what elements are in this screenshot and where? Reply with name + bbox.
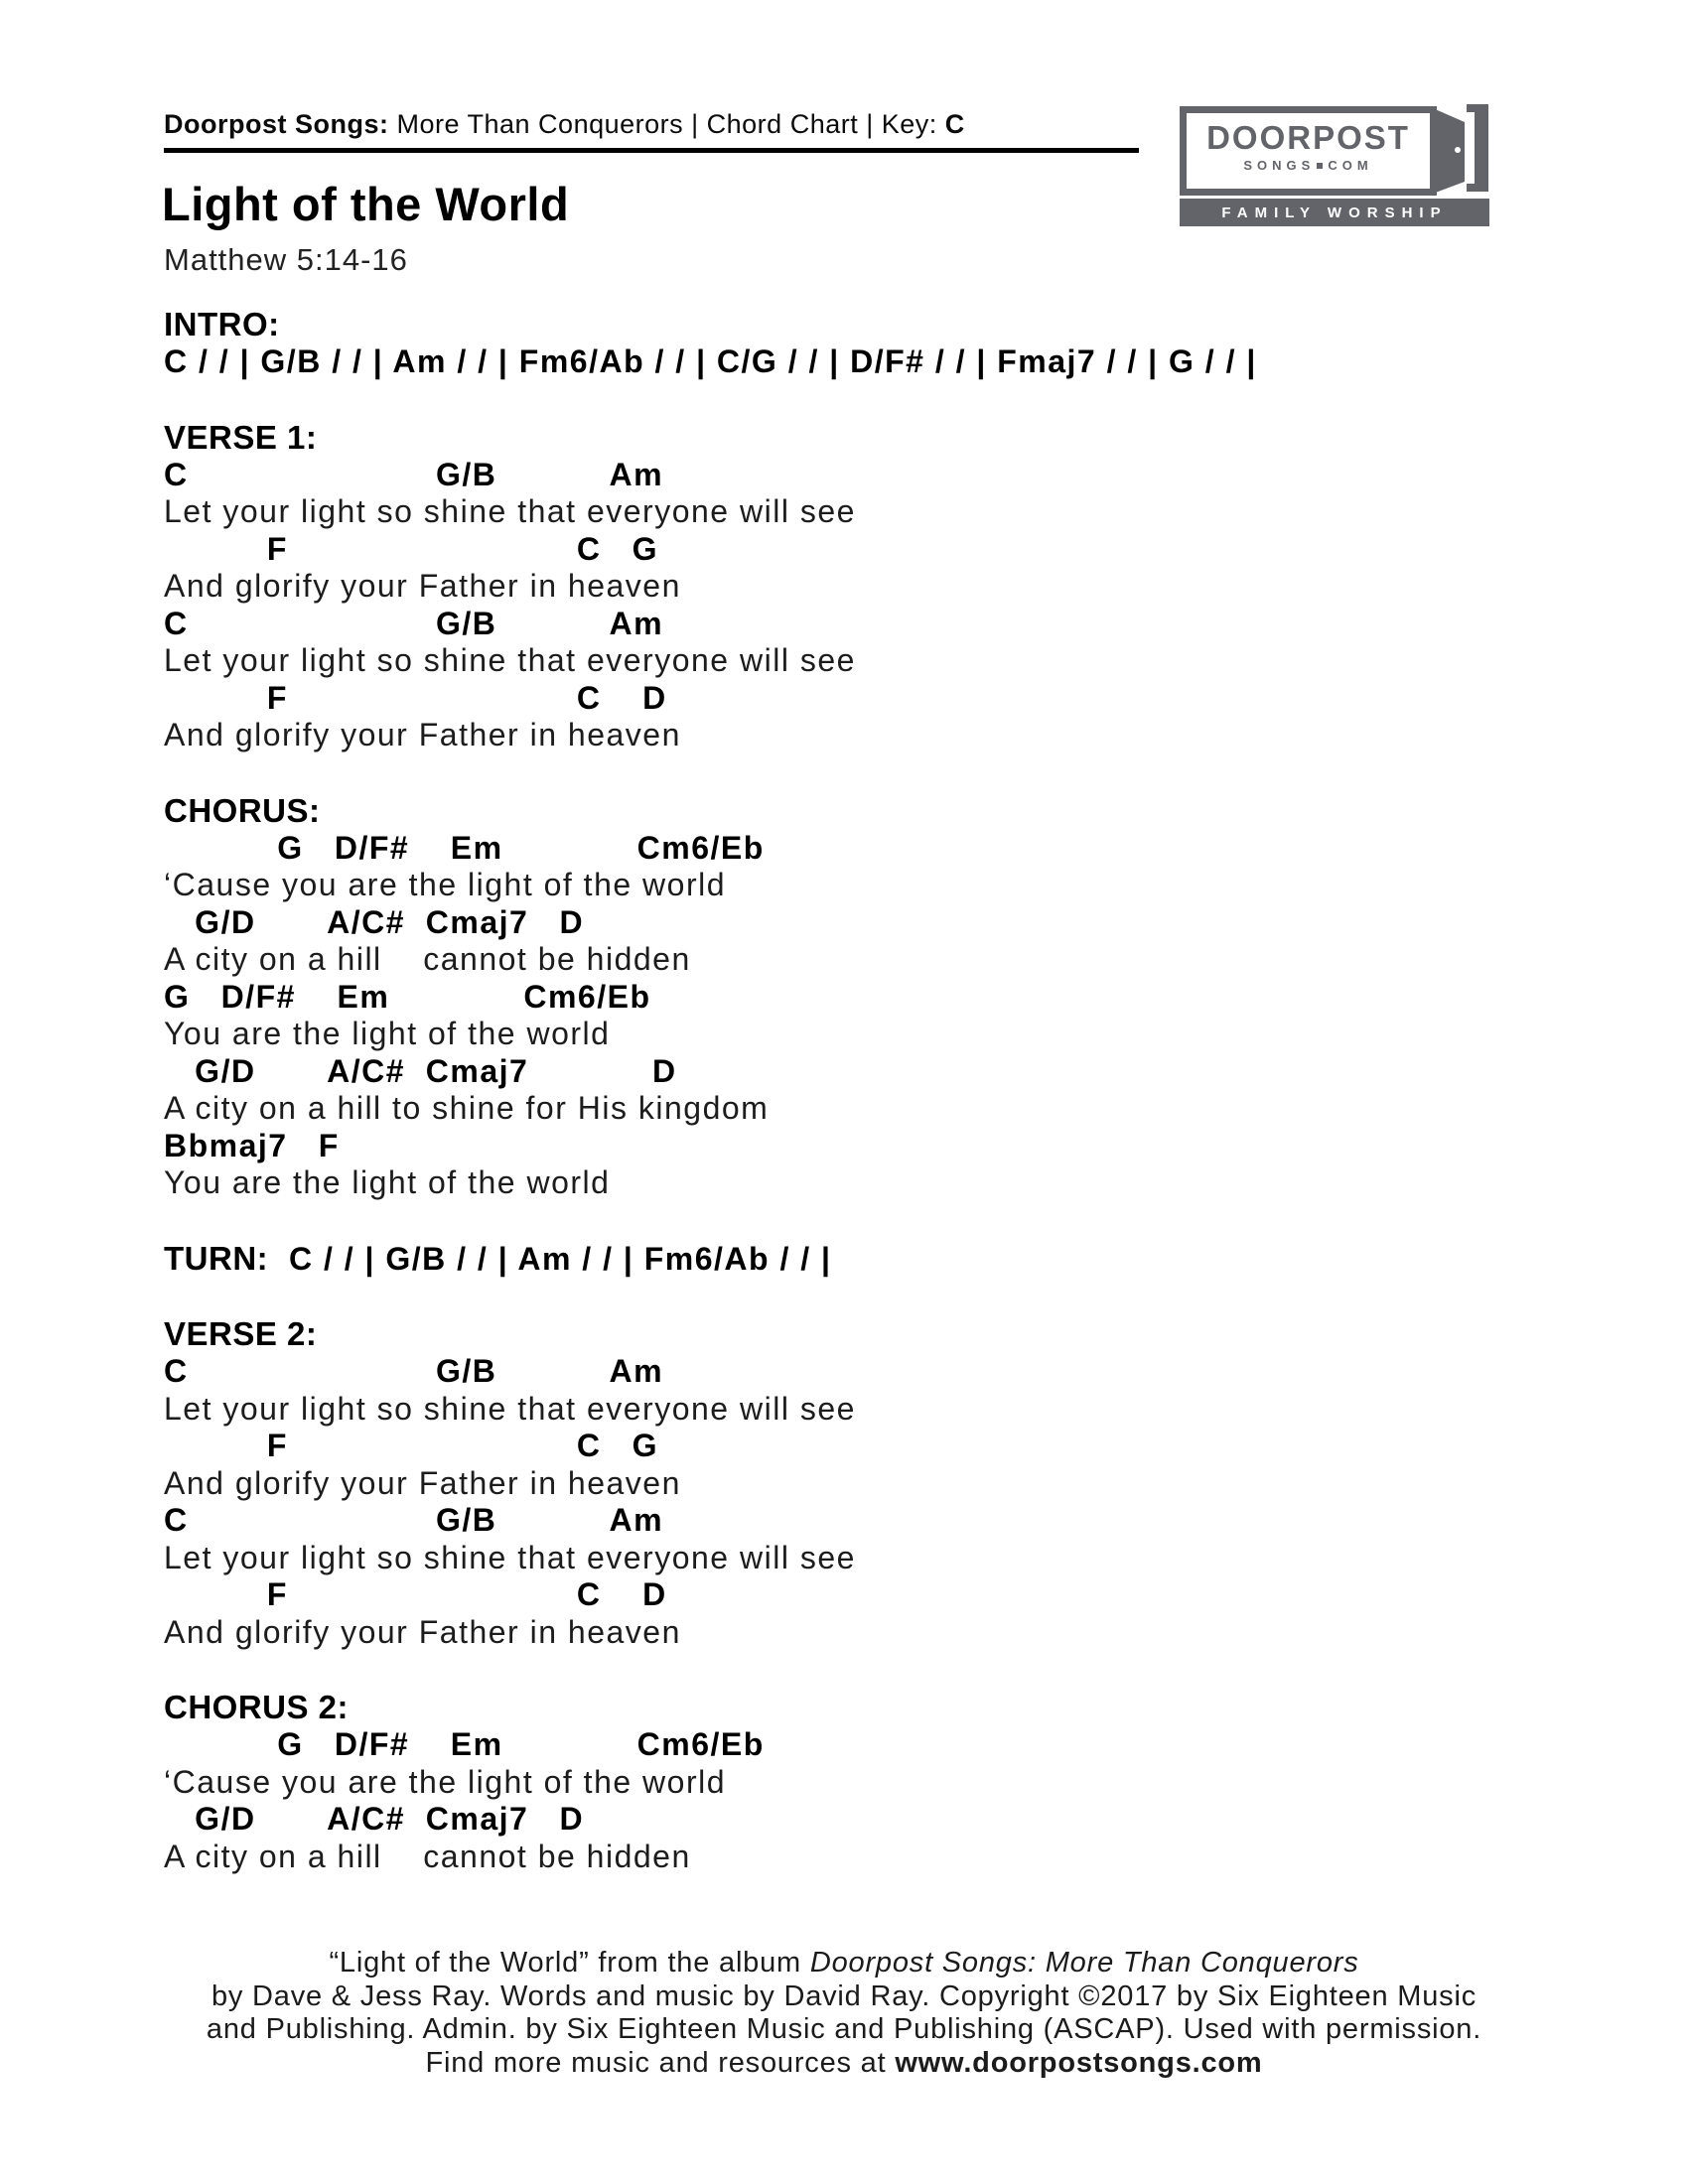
footer-line xyxy=(0,1947,1688,1980)
section-label: VERSE 2: xyxy=(164,1315,318,1352)
chord-line: F C G xyxy=(164,530,659,567)
logo-banner: FAMILY WORSHIP xyxy=(1180,199,1489,226)
logo-com-text: COM xyxy=(1328,158,1373,173)
scripture-reference: Matthew 5:14-16 xyxy=(164,242,408,277)
logo-box xyxy=(1180,106,1437,196)
section-verse-2 xyxy=(164,1315,1574,1651)
header-subtitle: More Than Conquerors | Chord Chart | Key: xyxy=(388,109,945,139)
section-intro xyxy=(164,306,1574,381)
lyric-line: And glorify your Father in heaven xyxy=(164,717,681,752)
chord-line: F C D xyxy=(164,1576,667,1612)
lyric-line: ‘Cause you are the light of the world xyxy=(164,867,727,902)
section-label: CHORUS 2: xyxy=(164,1689,350,1725)
chord-line: C G/B Am xyxy=(164,605,664,641)
logo-wordmark: DOORPOST xyxy=(1206,119,1410,156)
logo-square-dot-icon xyxy=(1317,163,1323,169)
doorpost-logo xyxy=(1180,106,1489,223)
lyric-line: You are the light of the world xyxy=(164,1016,611,1051)
lyric-line: Let your light so shine that everyone will see xyxy=(164,1390,856,1427)
section-chorus-2 xyxy=(164,1689,1574,1875)
footer-text: by Dave & Jess Ray. Words and music by David Ray. Copyright ©2017 by Six Eighteen Music xyxy=(211,1979,1477,2012)
copyright-footer xyxy=(0,1947,1688,2080)
chord-line: C G/B Am xyxy=(164,1353,664,1389)
footer-text: Find more music and resources at xyxy=(425,2046,896,2079)
section-label: VERSE 1: xyxy=(164,418,318,456)
section-chorus xyxy=(164,792,1574,1202)
section-verse-1 xyxy=(164,419,1574,754)
section-turn xyxy=(164,1240,1574,1279)
chord-line: G D/F# Em Cm6/Eb xyxy=(164,978,651,1015)
lyric-line: And glorify your Father in heaven xyxy=(164,1464,681,1501)
chord-line: C G/B Am xyxy=(164,456,664,492)
footer-line xyxy=(0,1980,1688,2014)
lyric-line: You are the light of the world xyxy=(164,1164,611,1200)
open-door-icon xyxy=(1431,103,1492,203)
footer-line xyxy=(0,2013,1688,2047)
footer-album-title: Doorpost Songs: More Than Conquerors xyxy=(809,1947,1359,1979)
chord-line: G D/F# Em Cm6/Eb xyxy=(164,1726,765,1762)
chord-line: G/D A/C# Cmaj7 D xyxy=(164,1801,585,1837)
lyric-line: A city on a hill to shine for His kingdom xyxy=(164,1090,770,1126)
logo-subtext xyxy=(1187,159,1430,172)
header-series-title: Doorpost Songs: xyxy=(164,109,389,139)
section-label: CHORUS: xyxy=(164,791,321,829)
song-title: Light of the World xyxy=(162,178,570,230)
chord-line: G D/F# Em Cm6/Eb xyxy=(164,829,765,866)
section-inline-row xyxy=(164,1240,1574,1279)
lyric-line: Let your light so shine that everyone will see xyxy=(164,493,856,529)
lyric-line: A city on a hill cannot be hidden xyxy=(164,1838,691,1874)
chord-line: F C G xyxy=(164,1428,659,1463)
footer-line xyxy=(0,2047,1688,2081)
section-label: INTRO: xyxy=(164,306,280,342)
lyric-line: A city on a hill cannot be hidden xyxy=(164,941,691,977)
chord-line: Bbmaj7 F xyxy=(164,1127,340,1163)
chord-line: C / / | G/B / / | Am / / | Fm6/Ab / / | C/G / / | D/F# / / | Fmaj7 / / | G / / | xyxy=(164,343,1257,379)
footer-text: and Publishing. Admin. by Six Eighteen Music and Publishing (ASCAP). Used with permission. xyxy=(206,2013,1482,2045)
document-header xyxy=(164,109,965,140)
section-label: TURN: xyxy=(164,1239,269,1277)
chord-line: F C D xyxy=(164,679,667,716)
lyric-line: And glorify your Father in heaven xyxy=(164,568,681,604)
footer-website-url: www.doorpostsongs.com xyxy=(895,2046,1263,2079)
lyric-line: Let your light so shine that everyone will see xyxy=(164,1539,856,1575)
footer-text: “Light of the World” from the album xyxy=(329,1947,810,1979)
chord-line: C G/B Am xyxy=(164,1502,664,1538)
lyric-line: And glorify your Father in heaven xyxy=(164,1613,681,1650)
header-key: C xyxy=(944,109,965,139)
chord-line: C / / | G/B / / | Am / / | Fm6/Ab / / | xyxy=(268,1240,832,1277)
sections xyxy=(164,306,1574,1913)
header-rule xyxy=(164,148,1139,153)
lyric-line: Let your light so shine that everyone will see xyxy=(164,642,856,678)
logo-songs-text: SONGS xyxy=(1243,158,1316,173)
lyric-line: ‘Cause you are the light of the world xyxy=(164,1763,727,1800)
chord-line: G/D A/C# Cmaj7 D xyxy=(164,1052,677,1089)
chord-line: G/D A/C# Cmaj7 D xyxy=(164,903,585,940)
